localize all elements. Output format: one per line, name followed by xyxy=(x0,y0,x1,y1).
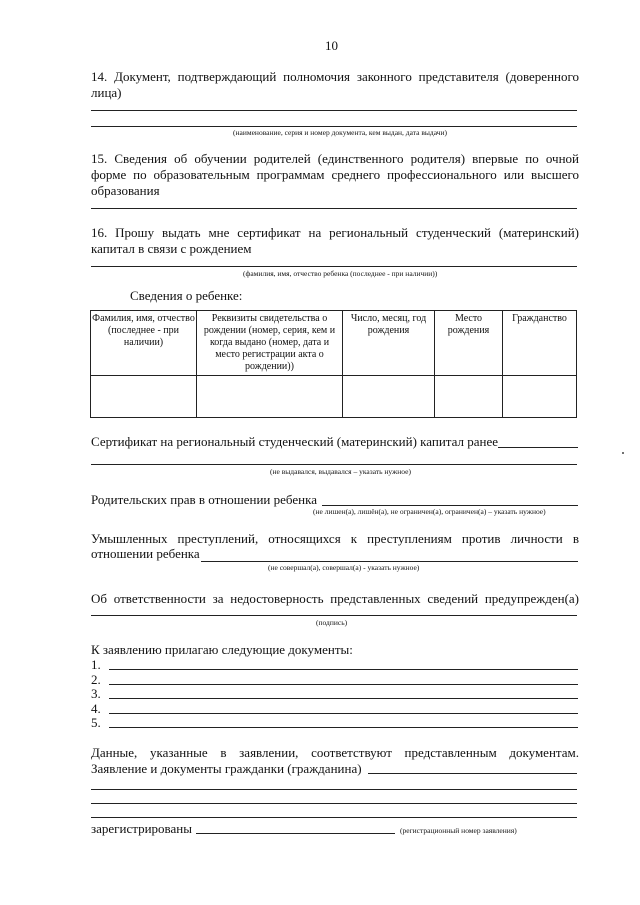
parental-rights-caption: (не лишен(а), лишён(а), не ограничен(а), ограничен(а) – указать нужное) xyxy=(313,507,546,516)
item15-line3: образования xyxy=(91,183,160,198)
citizen-name-line-4[interactable] xyxy=(91,817,577,818)
certificate-text: Сертификат на региональный студенческий (материнский) капитал ранее xyxy=(91,434,499,449)
cell-birth-certificate[interactable] xyxy=(197,376,343,418)
col-header-full-name: Фамилия, имя, отчество (последнее - при наличии) xyxy=(91,311,197,376)
cell-birth-place[interactable] xyxy=(435,376,503,418)
col-header-birth-date: Число, месяц, год рождения xyxy=(343,311,435,376)
col-header-birth-certificate: Реквизиты свидетельства о рождении (номер, серия, кем и когда выдано (номер, дата и место регистрации акта о рождении)) xyxy=(197,311,343,376)
attachment-line-1[interactable] xyxy=(109,669,578,670)
cell-birth-date[interactable] xyxy=(343,376,435,418)
attachment-number: 2. xyxy=(91,672,101,687)
item16-answer-line[interactable] xyxy=(91,266,577,267)
child-info-table xyxy=(90,310,577,418)
item14-line2: лица) xyxy=(91,85,122,100)
data-match-line1: Данные, указанные в заявлении, соответствуют представленным документам. xyxy=(91,745,579,760)
item15-answer-line[interactable] xyxy=(91,208,577,209)
certificate-caption: (не выдавался, выдавался – указать нужное) xyxy=(270,467,411,476)
item14-line1: 14. Документ, подтверждающий полномочия законного представителя (доверенного xyxy=(91,69,579,84)
responsibility-text: Об ответственности за недостоверность представленных сведений предупрежден(а) xyxy=(91,591,579,606)
crimes-line1: Умышленных преступлений, относящихся к преступлениям против личности в xyxy=(91,531,579,546)
child-info-heading: Сведения о ребенке: xyxy=(130,288,243,303)
cell-full-name[interactable] xyxy=(91,376,197,418)
item14-line-a[interactable] xyxy=(91,110,577,111)
margin-dot xyxy=(622,452,624,454)
attachment-line-2[interactable] xyxy=(109,684,578,685)
child-table-header-row xyxy=(91,311,577,376)
attachment-number: 3. xyxy=(91,686,101,701)
item16-line1: 16. Прошу выдать мне сертификат на региональный студенческий (материнский) xyxy=(91,225,579,240)
attachment-number: 4. xyxy=(91,701,101,716)
citizen-name-line-2[interactable] xyxy=(91,789,577,790)
attachment-number: 1. xyxy=(91,657,101,672)
item16-line2: капитал в связи с рождением xyxy=(91,241,252,256)
attachment-number: 5. xyxy=(91,715,101,730)
data-match-line2: Заявление и документы гражданки (гражданина) xyxy=(91,761,362,776)
parental-rights-text: Родительских прав в отношении ребенка xyxy=(91,492,317,507)
page-number: 10 xyxy=(325,38,338,53)
citizen-name-line[interactable] xyxy=(368,773,577,774)
col-header-birth-place: Место рождения xyxy=(435,311,503,376)
crimes-caption: (не совершал(а), совершал(а) - указать нужное) xyxy=(268,563,420,572)
registration-number-line[interactable] xyxy=(196,833,395,834)
item16-caption: (фамилия, имя, отчество ребенка (последнее - при наличии)) xyxy=(243,269,438,278)
attachment-line-3[interactable] xyxy=(109,698,578,699)
item15-line2: форме по образовательным программам среднего профессионального или высшего xyxy=(91,167,579,182)
registration-number-caption: (регистрационный номер заявления) xyxy=(400,826,517,835)
signature-line[interactable] xyxy=(91,615,577,616)
attachments-heading: К заявлению прилагаю следующие документы: xyxy=(91,642,353,657)
citizen-name-line-3[interactable] xyxy=(91,803,577,804)
attachment-line-5[interactable] xyxy=(109,727,578,728)
attachment-line-4[interactable] xyxy=(109,713,578,714)
signature-caption: (подпись) xyxy=(316,618,348,627)
crimes-line2: отношении ребенка xyxy=(91,546,200,561)
certificate-inline-line[interactable] xyxy=(498,447,578,448)
col-header-citizenship: Гражданство xyxy=(503,311,577,376)
child-table-row xyxy=(91,376,577,418)
item14-caption: (наименование, серия и номер документа, кем выдан, дата выдачи) xyxy=(233,128,448,137)
crimes-answer-line[interactable] xyxy=(201,561,578,562)
certificate-answer-line[interactable] xyxy=(91,464,577,465)
cell-citizenship[interactable] xyxy=(503,376,577,418)
parental-rights-answer-line[interactable] xyxy=(322,505,578,506)
item14-line-b[interactable] xyxy=(91,126,577,127)
item15-line1: 15. Сведения об обучении родителей (единственного родителя) впервые по очной xyxy=(91,151,579,166)
registered-text: зарегистрированы xyxy=(91,821,192,836)
